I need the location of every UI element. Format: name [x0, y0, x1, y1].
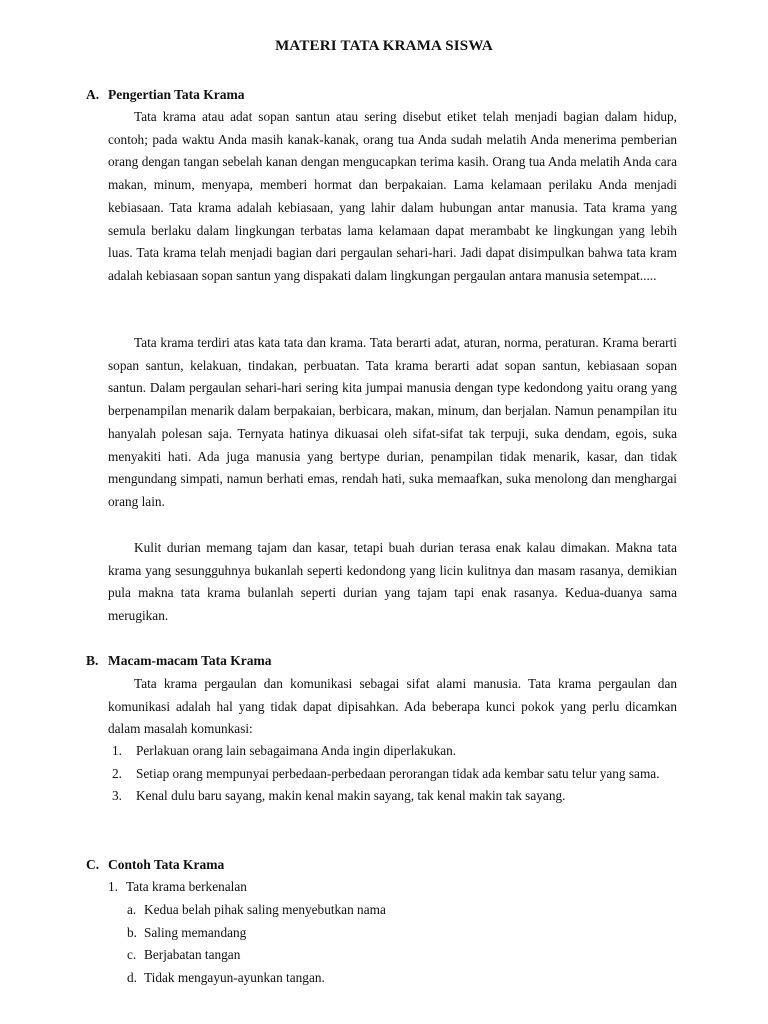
list-item [108, 785, 677, 808]
list-item-number: 1. [112, 743, 122, 758]
section-c-heading [86, 857, 224, 873]
document-title: MATERI TATA KRAMA SISWA [275, 38, 493, 54]
list-item [108, 763, 677, 786]
list-item [127, 967, 386, 990]
section-a-letter: A. [86, 87, 100, 102]
section-c-letter: C. [86, 857, 100, 872]
section-b-heading [86, 653, 271, 669]
list-item-letter: c. [127, 947, 137, 963]
list-item-letter: d. [127, 970, 137, 986]
list-item-text: Setiap orang mempunyai perbedaan-perbedaan perorangan tidak ada kembar satu telur yang sama. [136, 765, 660, 781]
list-item-letter: a. [127, 902, 137, 917]
list-item-letter: b. [127, 924, 137, 940]
section-c-list [127, 899, 386, 990]
section-a-paragraph-2: Tata krama terdiri atas kata tata dan krama. Tata berarti adat, aturan, norma, peraturan. Krama berarti sopan santun, kelakuan, tindakan, perbuatan. Tata krama berarti adat sopan santun, kebiasaan sopan santun. Dalam pergaulan sehari-hari sering kita jumpai manusia dengan type kedondong yaitu orang yang berpenampilan menarik dalam berpakaian, berbicara, makan, minum, dan berjalan. Namun penampilan itu hanyalah polesan saja. Ternyata hatinya dikuasai oleh sifat-sifat tak terpuji, suka dendam, egois, suka menyakiti hati. Ada juga manusia yang bertype durian, penampilan tidak menarik, kasar, dan tidak mengundang simpati, namun berhati emas, rendah hati, suka memaafkan, suka menolong dan menghargai orang lain. [108, 335, 677, 509]
list-item-text: Tidak mengayun-ayunkan tangan. [144, 970, 325, 986]
subheading-number: 1. [108, 879, 118, 894]
section-a-paragraph-3: Kulit durian memang tajam dan kasar, tetapi buah durian terasa enak kalau dimakan. Makna tata krama yang sesungguhnya bukanlah seperti kedondong yang licin kulitnya dan masam rasanya, demikian pula makna tata krama bulanlah seperti durian yang tajam tapi enak rasanya. Kedua-duanya sama merugikan. [108, 540, 677, 624]
list-item-text: Kedua belah pihak saling menyebutkan nama [144, 902, 386, 917]
section-a-title: Pengertian Tata Krama [108, 87, 245, 102]
section-a-heading [86, 87, 245, 103]
section-b-list [108, 740, 677, 808]
section-b-letter: B. [86, 653, 99, 668]
list-item [127, 922, 386, 945]
list-item-text: Kenal dulu baru sayang, makin kenal makin sayang, tak kenal makin tak sayang. [136, 788, 566, 804]
list-item-text: Berjabatan tangan [144, 947, 241, 963]
section-b-intro: Tata krama pergaulan dan komunikasi sebagai sifat alami manusia. Tata krama pergaulan dan komunikasi adalah hal yang tidak dapat dipisahkan. Ada beberapa kunci pokok yang perlu dicamkan dalam masalah komunkasi: [108, 676, 677, 737]
list-item [127, 944, 386, 967]
section-c-title: Contoh Tata Krama [108, 857, 225, 872]
list-item [108, 740, 677, 763]
list-item [127, 899, 386, 922]
section-a-paragraph-1: Tata krama atau adat sopan santun atau sering disebut etiket telah menjadi bagian dalam hidup, contoh; pada waktu Anda masih kanak-kanak, orang tua Anda sudah melatih Anda menerima pemberian orang dengan tangan sebelah kanan dengan mengucapkan terima kasih. Orang tua Anda melatih Anda cara makan, minum, menyapa, memberi hormat dan berpakaian. Lama kelamaan perilaku Anda menjadi kebiasaan. Tata krama adalah kebiasaan, yang lahir dalam hubungan antar manusia. Tata krama yang semula berlaku dalam lingkungan terbatas lama kelamaan dapat merambabt ke lingkungan yang lebih luas. Tata krama telah menjadi bagian dari pergaulan sehari-hari. Jadi dapat disimpulkan bahwa tata kram adalah kebiasaan sopan santun yang dispakati dalam lingkungan pergaulan antara manusia setempat..... [108, 109, 677, 283]
list-item-text: Perlakuan orang lain sebagaimana Anda ingin diperlakukan. [136, 743, 457, 758]
list-item-number: 3. [112, 788, 122, 804]
section-b-title: Macam-macam Tata Krama [108, 653, 272, 668]
section-c-subheading [108, 876, 247, 899]
list-item-text: Saling memandang [144, 924, 247, 940]
list-item-number: 2. [112, 765, 122, 781]
subheading-text: Tata krama berkenalan [126, 879, 247, 894]
